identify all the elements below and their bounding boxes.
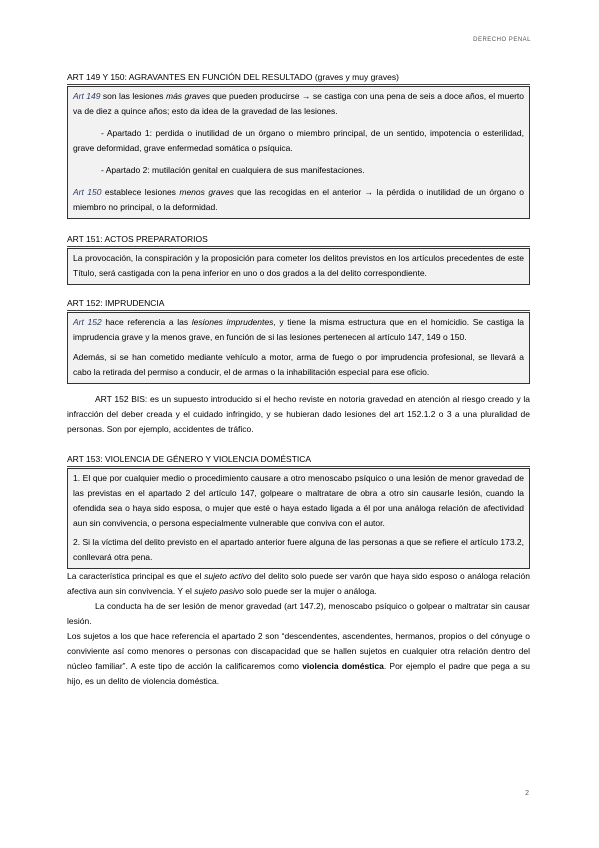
article-box bbox=[67, 312, 530, 384]
section-title: ART 153: VIOLENCIA DE GÉNERO Y VIOLENCIA DOMÉSTICA bbox=[67, 454, 530, 467]
paragraph-art-152-bis: ART 152 BIS: es un supuesto introducido si el hecho reviste en notoria gravedad en atención al riesgo creado y la infracción del deber creada y el cuidado infringido, y se hubieran dado lesiones del art 152.1.2 o 3 a una pluralidad de personas. Son por ejemplo, accidentes de tráfico. bbox=[67, 394, 530, 434]
document-body bbox=[67, 70, 530, 689]
emphasis: más graves bbox=[165, 91, 210, 101]
article-ref: Art 149 bbox=[73, 91, 101, 101]
text: , y tiene la misma estructura que en el homicidio. Se castiga la imprudencia grave y la menos grave, en función de si las lesiones pertenecen al artículo 147, 149 o 150. bbox=[73, 317, 524, 342]
paragraph: - Apartado 2: mutilación genital en cualquiera de sus manifestaciones. bbox=[101, 165, 365, 175]
bold-term: violencia doméstica bbox=[302, 661, 384, 671]
paragraph: La conducta ha de ser lesión de menor gravedad (art 147.2), menoscabo psíquico o golpear o maltratar sin causar lesión. bbox=[67, 601, 530, 626]
article-box bbox=[67, 86, 530, 219]
section-title: ART 151: ACTOS PREPARATORIOS bbox=[67, 234, 530, 247]
section-art-149-150 bbox=[67, 72, 530, 219]
article-ref: Art 152 bbox=[73, 317, 102, 327]
paragraph: 1. El que por cualquier medio o procedimiento causare a otro menoscabo psíquico o una lesión de menor gravedad de las previstas en el apartado 2 del artículo 147, golpeare o maltratare de obra a otro sin causarle lesión, cuando la ofendida sea o haya sido esposa, o mujer que esté o haya estado ligada a él por una análoga relación de afectividad aun sin convivencia, o persona especialmente vulnerable que conviva con el autor. bbox=[73, 473, 524, 528]
section-art-153 bbox=[67, 454, 530, 689]
paragraph bbox=[67, 629, 530, 689]
text: que las recogidas en el anterior → la pérdida o inutilidad de un órgano o miembro no principal, o la deformidad. bbox=[73, 187, 525, 212]
section-art-152 bbox=[67, 298, 530, 437]
commentary bbox=[67, 569, 530, 689]
article-box bbox=[67, 248, 530, 285]
text: establece lesiones bbox=[101, 187, 180, 197]
paragraph bbox=[73, 315, 524, 345]
emphasis: sujeto pasivo bbox=[194, 586, 244, 596]
page-number: 2 bbox=[525, 790, 529, 797]
section-art-151 bbox=[67, 234, 530, 285]
paragraph: Además, si se han cometido mediante vehículo a motor, arma de fuego o por imprudencia profesional, se llevará a cabo la retirada del permiso a conducir, el de armas o la inhabilitación especial para ese oficio. bbox=[73, 352, 524, 377]
paragraph bbox=[73, 89, 524, 119]
paragraph: - Apartado 1: perdida o inutilidad de un órgano o miembro principal, de un sentido, impotencia o esterilidad, grave deformidad, grave enfermedad somática o psíquica. bbox=[73, 128, 524, 153]
text: que pueden producirse → se castiga con una pena de seis a doce años, el muerto va de diez a quince años; esto da idea de la gravedad de las lesiones. bbox=[73, 91, 524, 116]
text: del delito solo puede ser varón que haya sido esposo o análoga relación afectiva aun sin convivencia. Y el bbox=[67, 571, 531, 596]
paragraph: La provocación, la conspiración y la proposición para cometer los delitos previstos en los artículos precedentes de este Título, será castigada con la pena inferior en uno o dos grados a la del delito correspondiente. bbox=[73, 253, 524, 278]
emphasis: sujeto activo bbox=[204, 571, 252, 581]
text: La característica principal es que el bbox=[67, 571, 205, 581]
article-box bbox=[67, 468, 530, 569]
section-title: ART 152: IMPRUDENCIA bbox=[67, 298, 530, 311]
section-title: ART 149 Y 150: AGRAVANTES EN FUNCIÓN DEL RESULTADO (graves y muy graves) bbox=[67, 72, 530, 85]
text: Los sujetos a los que hace referencia el apartado 2 son “descendentes, ascendentes, hermanos, propios o del cónyuge o conviviente así como menores o personas con discapacidad que se hallen sujetos en cualquier otra relación dentro del núcleo familiar”. A este tipo de acción la calificaremos como bbox=[67, 631, 530, 671]
emphasis: menos graves bbox=[179, 187, 234, 197]
text: hace referencia a las bbox=[101, 317, 192, 327]
paragraph bbox=[67, 569, 530, 599]
paragraph: 2. Si la víctima del delito previsto en el apartado anterior fuere alguna de las personas a que se refiere el artículo 173.2, conllevará otra pena. bbox=[73, 537, 524, 562]
text: son las lesiones bbox=[100, 91, 166, 101]
article-ref: Art 150 bbox=[73, 187, 102, 197]
text: . Por ejemplo el padre que pega a su hijo, es un delito de violencia doméstica. bbox=[67, 661, 530, 686]
text: solo puede ser la mujer o análoga. bbox=[243, 586, 377, 596]
paragraph bbox=[73, 185, 524, 215]
running-header: DERECHO PENAL bbox=[473, 37, 531, 43]
emphasis: lesiones imprudentes bbox=[191, 317, 274, 327]
